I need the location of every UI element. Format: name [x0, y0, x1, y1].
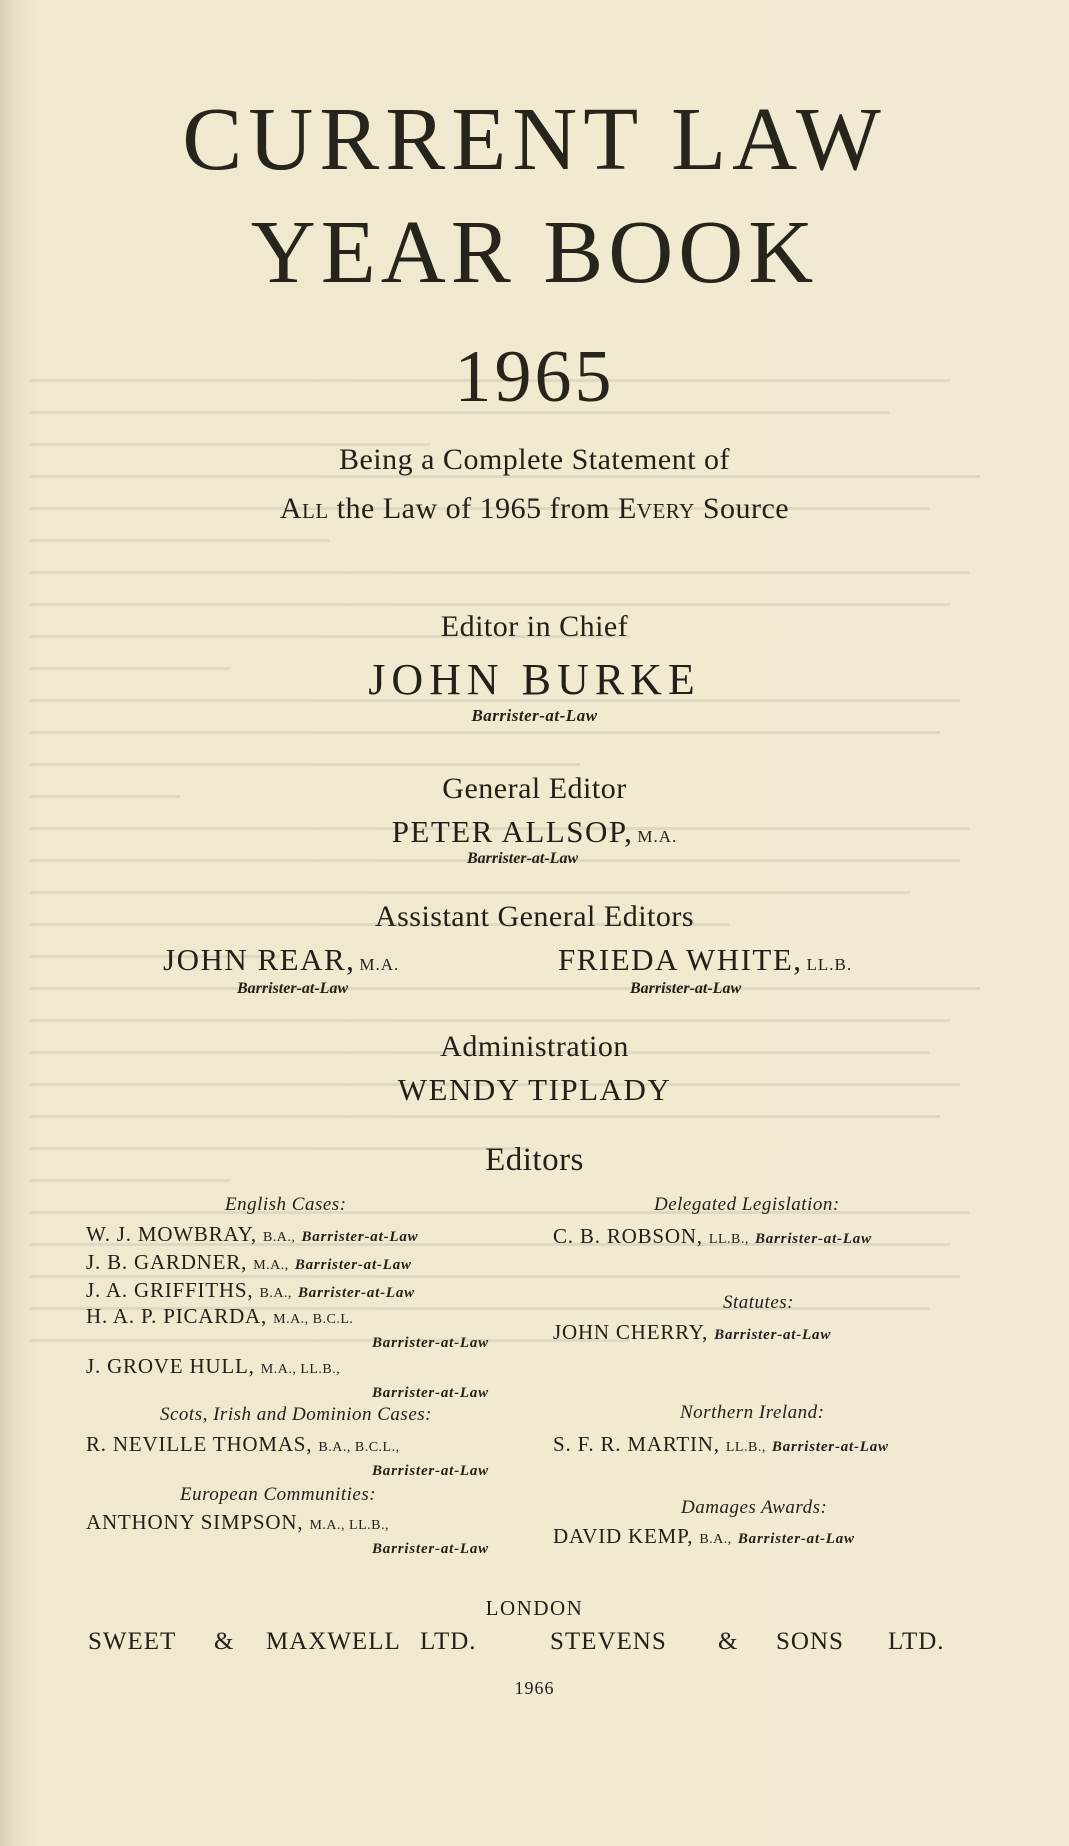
scots-editor-1-degree: B.A., B.C.L., — [318, 1440, 400, 1455]
editors-heading: Editors — [485, 1142, 584, 1178]
general-editor-label: General Editor — [442, 772, 627, 805]
publisher-left-4: LTD. — [420, 1628, 477, 1655]
assistant-editor-2-title: Barrister-at-Law — [630, 980, 742, 997]
statutes-editor-1-title: Barrister-at-Law — [714, 1327, 832, 1343]
european-editor-1-name: ANTHONY SIMPSON, — [86, 1510, 304, 1534]
english-cases-label: English Cases: — [225, 1194, 347, 1215]
administration-label: Administration — [440, 1030, 629, 1063]
english-editor-4-name: H. A. P. PICARDA, — [86, 1304, 268, 1328]
european-editor-1-title-line — [372, 1534, 489, 1559]
assistant-editor-1-degree: M.A. — [359, 955, 400, 974]
delegated-editor-1-name: C. B. ROBSON, — [553, 1224, 703, 1248]
publisher-right-2: & — [718, 1628, 739, 1655]
english-editor-2-name: J. B. GARDNER, — [86, 1250, 248, 1274]
english-editor-1-name: W. J. MOWBRAY, — [86, 1222, 257, 1246]
subtitle-end: Source — [694, 492, 790, 525]
publisher-left-3: MAXWELL — [266, 1628, 401, 1655]
english-editor-4-title-line — [372, 1328, 489, 1353]
delegated-label: Delegated Legislation: — [654, 1194, 840, 1215]
european-label: European Communities: — [180, 1484, 377, 1505]
general-editor-name: PETER ALLSOP, — [391, 814, 634, 849]
subtitle-mid: the Law of 1965 from — [328, 492, 618, 525]
delegated-editor-1-degree: LL.B., — [708, 1232, 749, 1247]
english-editor-3-name: J. A. GRIFFITHS, — [86, 1278, 254, 1302]
english-editor-2-degree: M.A., — [253, 1258, 289, 1273]
publisher-left-2: & — [214, 1628, 235, 1655]
subtitle-every: Every — [617, 492, 695, 525]
english-editor-5-name: J. GROVE HULL, — [86, 1354, 255, 1378]
english-editor-5-degree: M.A., LL.B., — [260, 1362, 341, 1377]
publisher-left-1: SWEET — [88, 1628, 177, 1655]
subtitle-line-1: Being a Complete Statement of — [338, 443, 731, 476]
general-editor-degree: M.A. — [637, 827, 678, 846]
scots-editor-1-title: Barrister-at-Law — [372, 1463, 489, 1479]
assistant-editor-1-title: Barrister-at-Law — [237, 980, 349, 997]
northern-ireland-editor-1 — [553, 1432, 889, 1457]
english-editor-4-title: Barrister-at-Law — [372, 1335, 489, 1351]
year: 1965 — [454, 336, 615, 418]
statutes-editor-1 — [553, 1320, 831, 1345]
scots-editor-1 — [86, 1432, 400, 1457]
northern-ireland-editor-1-title: Barrister-at-Law — [771, 1439, 889, 1455]
english-editor-4-degree: M.A., B.C.L. — [273, 1312, 354, 1327]
general-editor-line — [0, 814, 1069, 850]
publisher-right-3: SONS — [776, 1628, 844, 1655]
damages-editor-1-name: DAVID KEMP, — [553, 1524, 694, 1548]
publication-year: 1966 — [514, 1678, 555, 1698]
northern-ireland-editor-1-degree: LL.B., — [725, 1440, 766, 1455]
editor-in-chief-label: Editor in Chief — [440, 610, 629, 643]
english-editor-5 — [86, 1354, 340, 1379]
european-editor-1-degree: M.A., LL.B., — [309, 1518, 389, 1533]
northern-ireland-label: Northern Ireland: — [680, 1402, 825, 1423]
english-editor-2 — [86, 1250, 412, 1275]
administration-name: WENDY TIPLADY — [397, 1072, 672, 1107]
damages-editor-1-degree: B.A., — [699, 1532, 732, 1547]
editor-in-chief-title: Barrister-at-Law — [471, 706, 598, 725]
subtitle-line-2 — [0, 492, 1069, 526]
english-editor-4 — [86, 1304, 353, 1329]
assistant-editor-2 — [558, 942, 852, 978]
delegated-editor-1 — [553, 1224, 872, 1249]
assistant-editor-1-name: JOHN REAR, — [163, 942, 356, 977]
english-editor-3-title: Barrister-at-Law — [298, 1285, 415, 1301]
publisher-right-1: STEVENS — [550, 1628, 667, 1655]
northern-ireland-editor-1-name: S. F. R. MARTIN, — [553, 1432, 720, 1456]
english-editor-1 — [86, 1222, 418, 1247]
assistant-editor-2-degree: LL.B. — [806, 955, 853, 974]
english-editor-3 — [86, 1278, 415, 1303]
scots-editor-1-title-line — [372, 1456, 489, 1481]
english-editor-5-title: Barrister-at-Law — [372, 1385, 489, 1401]
publisher-city: LONDON — [485, 1596, 584, 1620]
subtitle-all: All — [279, 492, 329, 525]
damages-editor-1 — [553, 1524, 855, 1549]
assistant-editor-1 — [163, 942, 399, 978]
damages-label: Damages Awards: — [681, 1497, 828, 1518]
publisher-right-4: LTD. — [888, 1628, 945, 1655]
english-editor-5-title-line — [372, 1378, 489, 1403]
assistant-editor-2-name: FRIEDA WHITE, — [558, 942, 803, 977]
general-editor-title: Barrister-at-Law — [467, 850, 579, 867]
editor-in-chief-name: JOHN BURKE — [368, 655, 701, 704]
title-line-1: CURRENT LAW — [182, 90, 887, 189]
damages-editor-1-title: Barrister-at-Law — [737, 1531, 855, 1547]
scots-cases-label: Scots, Irish and Dominion Cases: — [160, 1404, 432, 1425]
title-line-2: YEAR BOOK — [250, 203, 819, 302]
european-editor-1-title: Barrister-at-Law — [372, 1541, 489, 1557]
english-editor-2-title: Barrister-at-Law — [294, 1257, 412, 1273]
statutes-label: Statutes: — [723, 1292, 794, 1313]
delegated-editor-1-title: Barrister-at-Law — [754, 1231, 872, 1247]
english-editor-1-degree: B.A., — [262, 1230, 296, 1245]
european-editor-1 — [86, 1510, 389, 1535]
english-editor-1-title: Barrister-at-Law — [301, 1229, 419, 1245]
english-editor-3-degree: B.A., — [259, 1286, 292, 1301]
statutes-editor-1-name: JOHN CHERRY, — [553, 1320, 709, 1344]
scots-editor-1-name: R. NEVILLE THOMAS, — [86, 1432, 313, 1456]
assistant-editors-label: Assistant General Editors — [374, 900, 695, 933]
